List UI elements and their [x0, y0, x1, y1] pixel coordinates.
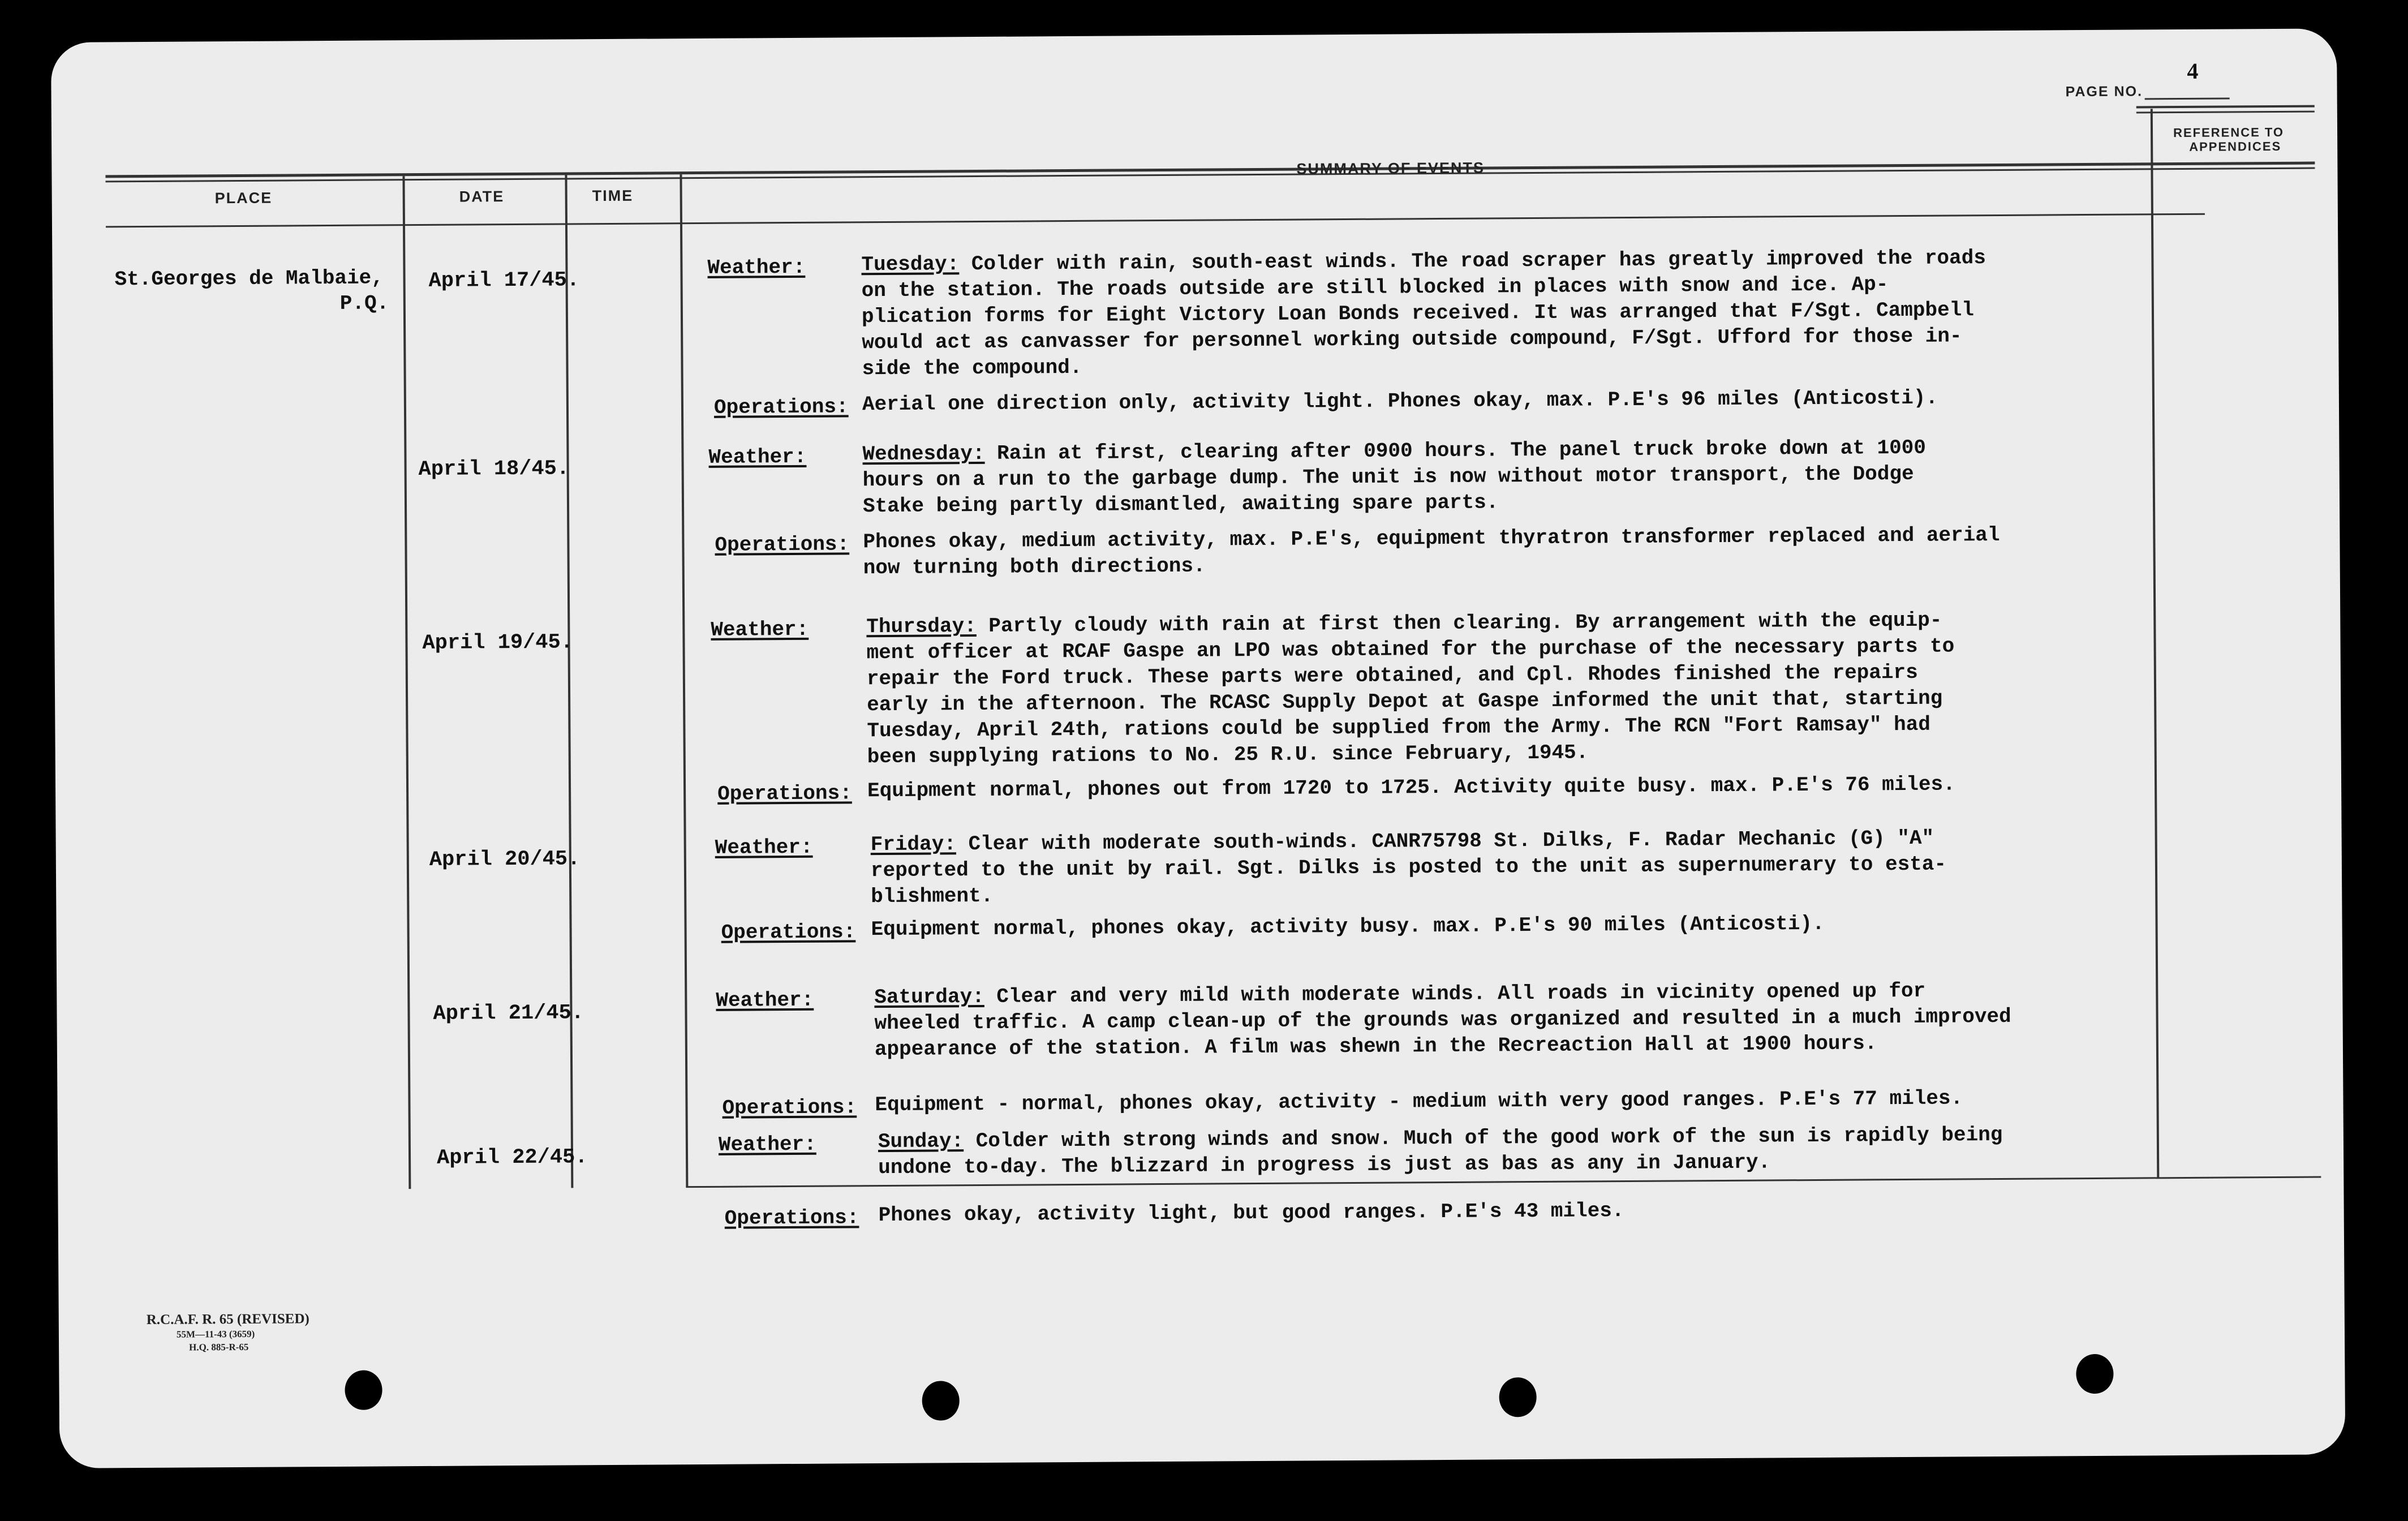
place-column-header: PLACE: [214, 189, 273, 207]
place-date-separator: [402, 176, 411, 1189]
page-no-label: PAGE NO.: [2065, 83, 2143, 100]
weather-label: Weather:: [715, 835, 813, 860]
weather-line: on the station. The roads outside are still blocked in places with snow and ice. Ap-: [861, 273, 1889, 303]
form-id-line-1: R.C.A.F. R. 65 (REVISED): [146, 1311, 309, 1328]
weather-label: Weather:: [718, 1132, 816, 1157]
weather-text: Clear with moderate south-winds. CANR75798 St. Dilks, F. Radar Mechanic (G) "A": [956, 826, 1934, 856]
weather-text: Rain at first, clearing after 0900 hours. The panel truck broke down at 1000: [984, 436, 1927, 465]
time-summary-separator: [680, 174, 688, 1187]
operations-label: Operations:: [717, 781, 852, 806]
date-column-header: DATE: [459, 188, 505, 205]
operations-label: Operations:: [713, 395, 849, 419]
punch-hole-left: [345, 1370, 382, 1410]
summary-reference-separator: [2151, 109, 2160, 1178]
operations-line: Phones okay, activity light, but good ranges. P.E's 43 miles.: [878, 1199, 1624, 1227]
summary-column-header: SUMMARY OF EVENTS: [1296, 159, 1485, 178]
weather-line: blishment.: [871, 884, 994, 909]
form-page: [51, 28, 2345, 1468]
place-line-2: P.Q.: [339, 291, 389, 315]
day-name: Sunday:: [878, 1129, 964, 1154]
operations-label: Operations:: [724, 1206, 859, 1230]
date-time-separator: [565, 175, 573, 1188]
weather-line: undone to-day. The blizzard in progress is just as bas as any in January.: [878, 1150, 1771, 1180]
punch-hole-right-center: [1499, 1377, 1536, 1417]
weather-line: would act as canvasser for personnel working outside compound, F/Sgt. Ufford for those in-: [862, 324, 1962, 355]
weather-line: side the compound.: [862, 355, 1082, 381]
reference-column-header-line2: APPENDICES: [2189, 139, 2282, 154]
weather-line: early in the afternoon. The RCASC Supply Depot at Gaspe informed the unit that, starting: [867, 686, 1943, 717]
weather-line: wheeled traffic. A camp clean-up of the grounds was organized and resulted in a much improved: [874, 1004, 2011, 1036]
punch-hole-right: [2076, 1354, 2113, 1394]
entry-date: April 19/45.: [422, 630, 574, 656]
weather-line: Stake being partly dismantled, awaiting spare parts.: [862, 491, 1499, 518]
column-header-rule: [106, 213, 2205, 228]
day-name: Tuesday:: [861, 252, 960, 277]
weather-text: Colder with strong winds and snow. Much of the good work of the sun is rapidly being: [964, 1123, 2003, 1153]
weather-label: Weather:: [707, 255, 806, 280]
operations-label: Operations:: [722, 1095, 857, 1120]
weather-line: reported to the unit by rail. Sgt. Dilks is posted to the unit as supernumerary to esta-: [870, 852, 1947, 883]
weather-label: Weather:: [711, 617, 809, 642]
weather-line: plication forms for Eight Victory Loan Bonds received. It was arranged that F/Sgt. Campbell: [861, 298, 1974, 329]
weather-text: Clear and very mild with moderate winds. All roads in vicinity opened up for: [984, 979, 1926, 1008]
form-id-line-2: 55M—11-43 (3659): [176, 1328, 255, 1340]
page-no-value: 4: [2187, 58, 2199, 84]
entry-date: April 17/45.: [428, 268, 580, 293]
weather-label: Weather:: [716, 988, 814, 1012]
entry-date: April 18/45.: [418, 457, 570, 482]
header-top-rule-2: [2136, 111, 2315, 114]
weather-line: ment officer at RCAF Gaspe an LPO was obtained for the purchase of the necessary parts to: [866, 634, 1955, 665]
operations-line: Aerial one direction only, activity light. Phones okay, max. P.E's 96 miles (Anticosti).: [862, 386, 1938, 416]
weather-line: been supplying rations to No. 25 R.U. since February, 1945.: [867, 741, 1589, 769]
operations-line: Phones okay, medium activity, max. P.E's, equipment thyratron transformer replaced and aerial: [863, 523, 2000, 554]
operations-line: Equipment normal, phones okay, activity busy. max. P.E's 90 miles (Anticosti).: [871, 912, 1825, 942]
day-name: Saturday:: [874, 985, 984, 1009]
weather-line: appearance of the station. A film was shewn in the Recreaction Hall at 1900 hours.: [874, 1032, 1877, 1062]
header-top-rule: [2136, 105, 2315, 109]
entry-date: April 22/45.: [436, 1145, 588, 1170]
day-name: Wednesday:: [862, 441, 985, 466]
operations-line: Equipment - normal, phones okay, activity - medium with very good ranges. P.E's 77 miles.: [875, 1086, 1963, 1117]
weather-text: Partly cloudy with rain at first then clearing. By arrangement with the equip-: [976, 608, 1942, 638]
weather-label: Weather:: [708, 445, 807, 469]
punch-hole-center: [922, 1381, 959, 1420]
operations-label: Operations:: [721, 920, 856, 944]
weather-line: Tuesday, April 24th, rations could be supplied from the Army. The RCN "Fort Ramsay" had: [867, 712, 1931, 743]
page-no-underline: [2145, 97, 2230, 100]
entry-date: April 20/45.: [429, 847, 580, 872]
form-id-line-3: H.Q. 885-R-65: [189, 1341, 249, 1353]
operations-label: Operations:: [715, 532, 850, 557]
time-column-header: TIME: [592, 187, 634, 205]
reference-column-header-line1: REFERENCE TO: [2173, 124, 2285, 140]
operations-line: now turning both directions.: [863, 554, 1206, 580]
entry-date: April 21/45.: [433, 1001, 584, 1026]
day-name: Thursday:: [866, 615, 977, 639]
place-line-1: St.Georges de Malbaie,: [114, 266, 384, 291]
weather-text: Colder with rain, south-east winds. The road scraper has greatly improved the roads: [959, 246, 1986, 276]
weather-line: repair the Ford truck. These parts were obtained, and Cpl. Rhodes finished the repairs: [866, 660, 1918, 691]
day-name: Friday:: [870, 832, 957, 857]
weather-line: hours on a run to the garbage dump. The unit is now without motor transport, the Dodge: [862, 462, 1914, 492]
operations-line: Equipment normal, phones out from 1720 to 1725. Activity quite busy. max. P.E's 76 miles.: [867, 772, 1955, 803]
